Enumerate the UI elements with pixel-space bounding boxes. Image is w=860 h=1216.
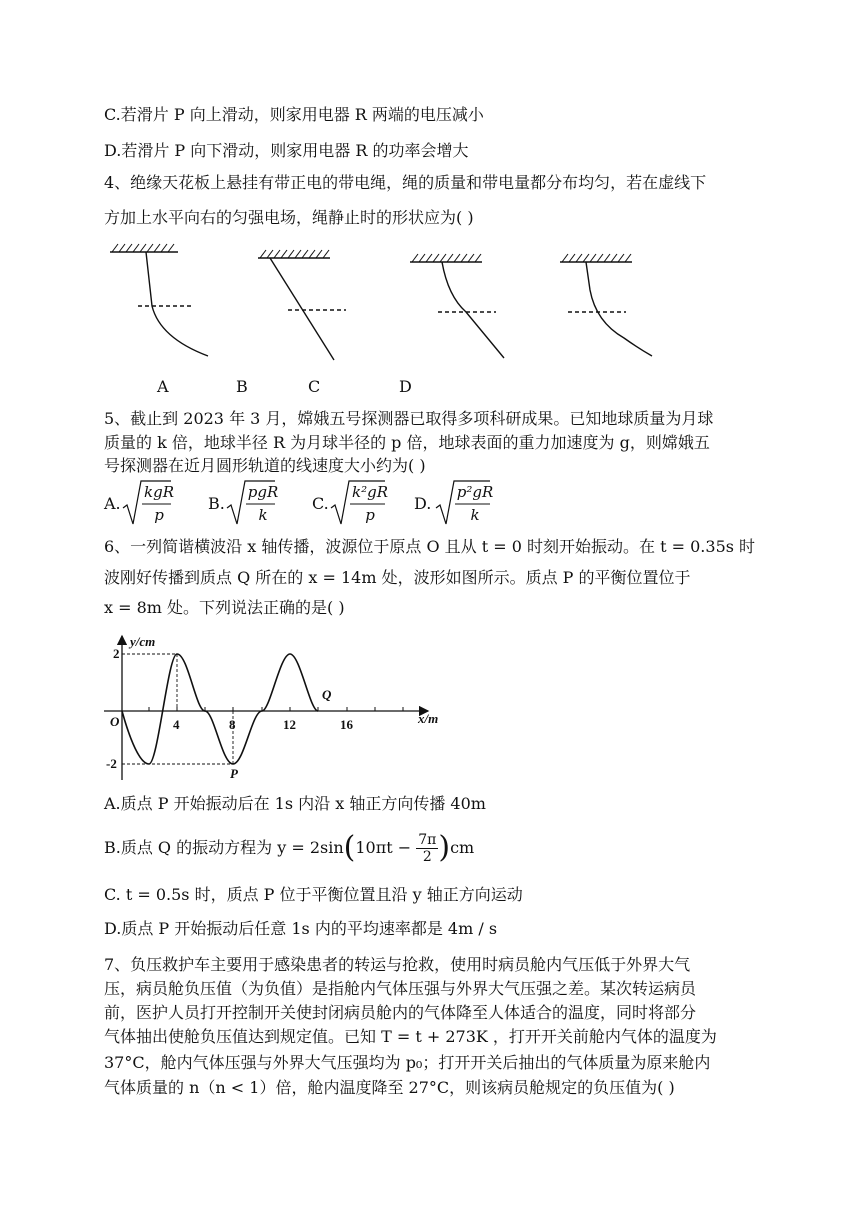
- rope-label-b: B: [236, 377, 248, 396]
- q6-option-a: A.质点 P 开始振动后在 1s 内沿 x 轴正方向传播 40m: [104, 794, 486, 813]
- x-tick-16: 16: [340, 717, 353, 732]
- point-q-label: Q: [322, 687, 332, 702]
- rope-label-c: C: [308, 377, 321, 396]
- wave-graph: [100, 630, 460, 785]
- y-tick-2: 2: [113, 646, 120, 661]
- rope-figure: [100, 238, 680, 368]
- y-axis-label: y/cm: [130, 634, 156, 649]
- x-tick-4: 4: [173, 717, 180, 732]
- question-7-line-1: 7、负压救护车主要用于感染患者的转运与抢救，使用时病员舱内气压低于外界大气: [104, 955, 691, 974]
- question-6-line-1: 6、一列简谐横波沿 x 轴传播，波源位于原点 O 且从 t = 0 时刻开始振动。在 t = 0.35s 时: [104, 537, 756, 556]
- q6-option-c: C. t = 0.5s 时，质点 P 位于平衡位置且沿 y 轴正方向运动: [104, 885, 523, 904]
- option-c-previous: C.若滑片 P 向上滑动，则家用电器 R 两端的电压减小: [104, 105, 484, 124]
- q6-option-d: D.质点 P 开始振动后任意 1s 内的平均速率都是 4m / s: [104, 919, 498, 938]
- question-5-line-3: 号探测器在近月圆形轨道的线速度大小约为( ): [104, 456, 426, 475]
- question-5-line-2: 质量的 k 倍，地球半径 R 为月球半径的 p 倍，地球表面的重力加速度为 g，则嫦娥五: [104, 433, 710, 452]
- question-7-line-6: 气体质量的 n（n < 1）倍，舱内温度降至 27°C，则该病员舱规定的负压值为( ): [104, 1078, 675, 1097]
- rope-label-a: A: [157, 377, 169, 396]
- question-7-line-3: 前，医护人员打开控制开关使封闭病员舱内的气体降至人体适合的温度，同时将部分: [104, 1003, 697, 1022]
- question-7-line-4: 气体抽出使舱负压值达到规定值。已知 T = t + 273K ，打开开关前舱内气体的温度为: [104, 1027, 717, 1046]
- x-tick-8: 8: [229, 717, 236, 732]
- q6-option-b: B.质点 Q 的振动方程为 y = 2sin(10πt − $\frac{7\pi}{2}$ )cm: [104, 830, 475, 865]
- fraction-7pi-over-2: $\frac{7\pi}{2}$: [418, 832, 437, 865]
- option-d-previous: D.若滑片 P 向下滑动，则家用电器 R 的功率会增大: [104, 141, 469, 160]
- question-4-line-2: 方加上水平向右的匀强电场，绳静止时的形状应为( ): [104, 208, 474, 227]
- question-7-line-2: 压，病员舱负压值（为负值）是指舱内气体压强与外界大气压强之差。某次转运病员: [104, 979, 697, 998]
- x-axis-label: x/m: [418, 711, 439, 726]
- origin-label: O: [110, 714, 120, 729]
- x-tick-12: 12: [283, 717, 296, 732]
- q5-options: A. kgR p B. pgR k C. k²gR p D. p²gR k: [104, 478, 744, 528]
- question-4-line-1: 4、绝缘天花板上悬挂有带正电的带电绳，绳的质量和带电量都分布均匀，若在虚线下: [104, 173, 707, 192]
- question-7-line-5: 37°C，舱内气体压强与外界大气压强均为 p₀；打开开关后抽出的气体质量为原来舱内: [104, 1053, 711, 1072]
- question-5-line-1: 5、截止到 2023 年 3 月，嫦娥五号探测器已取得多项科研成果。已知地球质量为月球: [104, 409, 714, 428]
- point-p-label: P: [230, 766, 238, 781]
- question-6-line-3: x = 8m 处。下列说法正确的是( ): [104, 598, 345, 617]
- rope-label-d: D: [399, 377, 412, 396]
- question-6-line-2: 波刚好传播到质点 Q 所在的 x = 14m 处，波形如图所示。质点 P 的平衡位置位于: [104, 568, 691, 587]
- y-tick-neg2: -2: [106, 756, 117, 771]
